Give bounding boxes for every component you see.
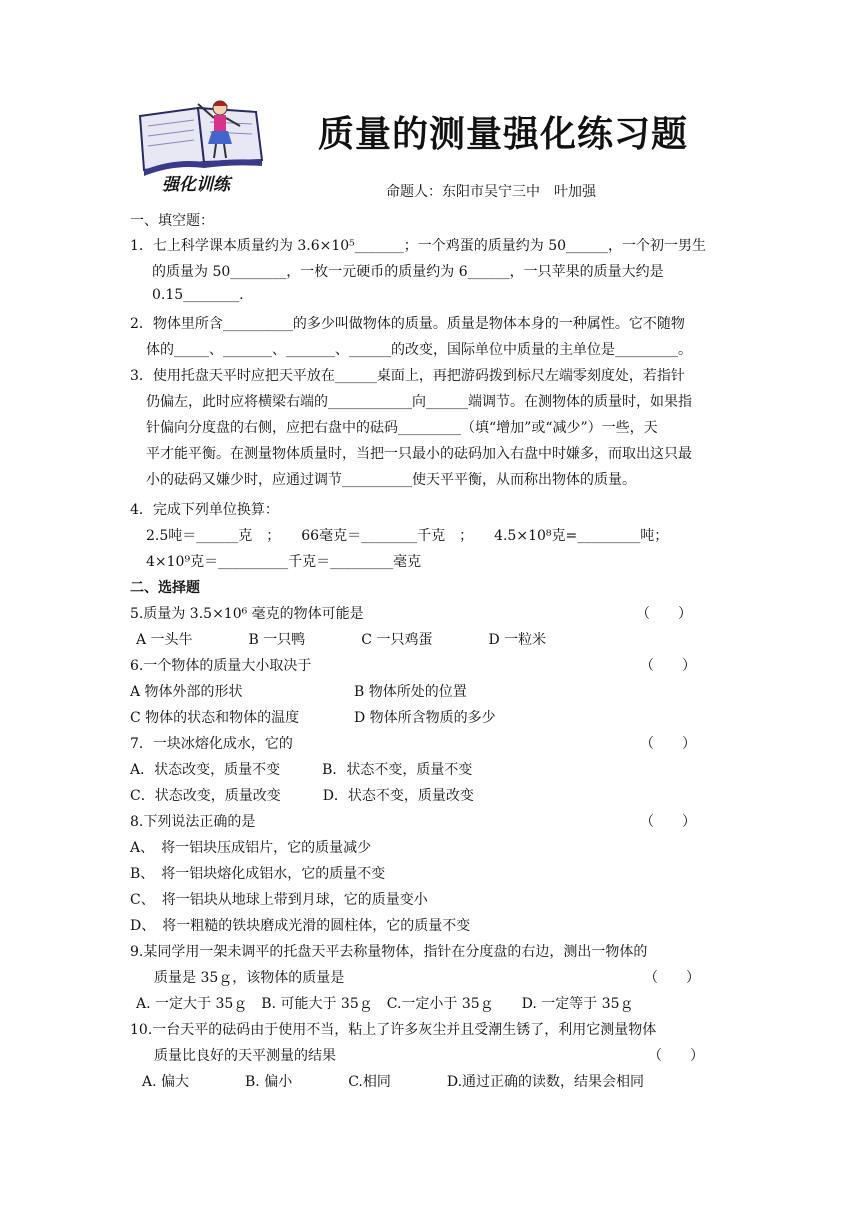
q10-stem-2: 质量比良好的天平测量的结果: [154, 1048, 336, 1064]
q1-line-1: 1．七上科学课本质量约为 3.6×10⁵_______；一个鸡蛋的质量约为 50______，一个初一男生: [130, 238, 707, 254]
q7-answer-paren: （ ）: [640, 736, 696, 752]
q10-options: A. 偏大 B. 偏小 C.相同 D.通过正确的读数，结果会相同: [142, 1074, 645, 1090]
q5-options: A 一头牛 B 一只鸭 C 一只鸡蛋 D 一粒米: [136, 632, 547, 648]
q8-answer-paren: （ ）: [640, 814, 696, 830]
q6-option-d: D 物体所含物质的多少: [354, 710, 496, 726]
q5-stem: 5.质量为 3.5×10⁶ 毫克的物体可能是: [130, 606, 364, 622]
q3-line-5: 小的砝码又嫌少时，应通过调节__________使天平平衡，从而称出物体的质量。: [146, 472, 636, 488]
q4-line-3: 4×10⁹克＝__________千克＝_________毫克: [146, 554, 422, 570]
q2-line-2: 体的_____、_______、_______、______的改变，国际单位中质量的主单位是_________。: [146, 342, 692, 358]
q3-line-4: 平才能平衡。在测量物体质量时，当把一只最小的砝码加入右盘中时嫌多，而取出这只最: [146, 446, 692, 462]
q9-answer-paren: （ ）: [644, 970, 700, 986]
q6-option-c: C 物体的状态和物体的温度: [130, 710, 300, 726]
q8-stem: 8.下列说法正确的是: [130, 814, 256, 830]
q10-answer-paren: （ ）: [648, 1048, 704, 1064]
q7-options-row-1: A．状态改变，质量不变 B．状态不变，质量不变: [130, 762, 473, 778]
q8-option-a: A、 将一铝块压成铝片，它的质量减少: [130, 840, 372, 856]
q1-line-3: 0.15________.: [152, 287, 244, 303]
q6-stem: 6.一个物体的质量大小取决于: [130, 658, 312, 674]
page-title: 质量的测量强化练习题: [318, 113, 689, 155]
q6-answer-paren: （ ）: [640, 658, 696, 674]
q4-line-2: 2.5吨＝______克 ； 66毫克＝________千克 ； 4.5×10⁸克=_________吨；: [146, 528, 669, 544]
q10-stem-1: 10.一台天平的砝码由于使用不当，粘上了许多灰尘并且受潮生锈了，利用它测量物体: [130, 1022, 657, 1038]
section-heading-fill: 一、填空题：: [130, 213, 214, 229]
q3-line-1: 3．使用托盘天平时应把天平放在______桌面上，再把游码拨到标尺左端零刻度处，若指针: [130, 368, 685, 384]
q2-line-1: 2．物体里所含__________的多少叫做物体的质量。质量是物体本身的一种属性。它不随物: [130, 316, 685, 332]
q9-stem-1: 9.某同学用一架未调平的托盘天平去称量物体，指针在分度盘的右边，测出一物体的: [130, 944, 648, 960]
q3-line-2: 仍偏左，此时应将横梁右端的____________向______端调节。在测物体的质量时，如果指: [146, 394, 692, 410]
q6-option-b: B 物体所处的位置: [354, 684, 467, 700]
q8-option-b: B、 将一铝块熔化成铝水，它的质量不变: [130, 866, 386, 882]
q7-options-row-2: C．状态改变，质量改变 D．状态不变，质量改变: [130, 788, 474, 804]
q1-line-2: 的质量为 50________，一枚一元硬币的质量约为 6______，一只苹果的质量大约是: [152, 264, 664, 280]
q5-answer-paren: （ ）: [636, 606, 692, 622]
q7-stem: 7．一块冰熔化成水，它的: [130, 736, 293, 752]
q8-option-c: C、 将一铝块从地球上带到月球，它的质量变小: [130, 892, 428, 908]
logo-illustration: [128, 96, 278, 196]
q3-line-3: 针偏向分度盘的右侧，应把右盘中的砝码_________（填“增加”或“减少”）一些，天: [146, 420, 658, 436]
q9-stem-2: 质量是 35ｇ，该物体的质量是: [154, 970, 345, 986]
section-heading-choice: 二、选择题: [130, 580, 200, 596]
q4-line-1: 4．完成下列单位换算：: [130, 502, 279, 518]
author-line: 命题人：东阳市吴宁三中 叶加强: [386, 184, 596, 200]
q8-option-d: D、 将一粗糙的铁块磨成光滑的圆柱体，它的质量不变: [130, 918, 471, 934]
q6-option-a: A 物体外部的形状: [130, 684, 243, 700]
q9-options: A. 一定大于 35ｇ B. 可能大于 35ｇ C.一定小于 35ｇ D. 一定等于 35ｇ: [136, 996, 634, 1012]
logo-text: 强化训练: [162, 175, 230, 195]
